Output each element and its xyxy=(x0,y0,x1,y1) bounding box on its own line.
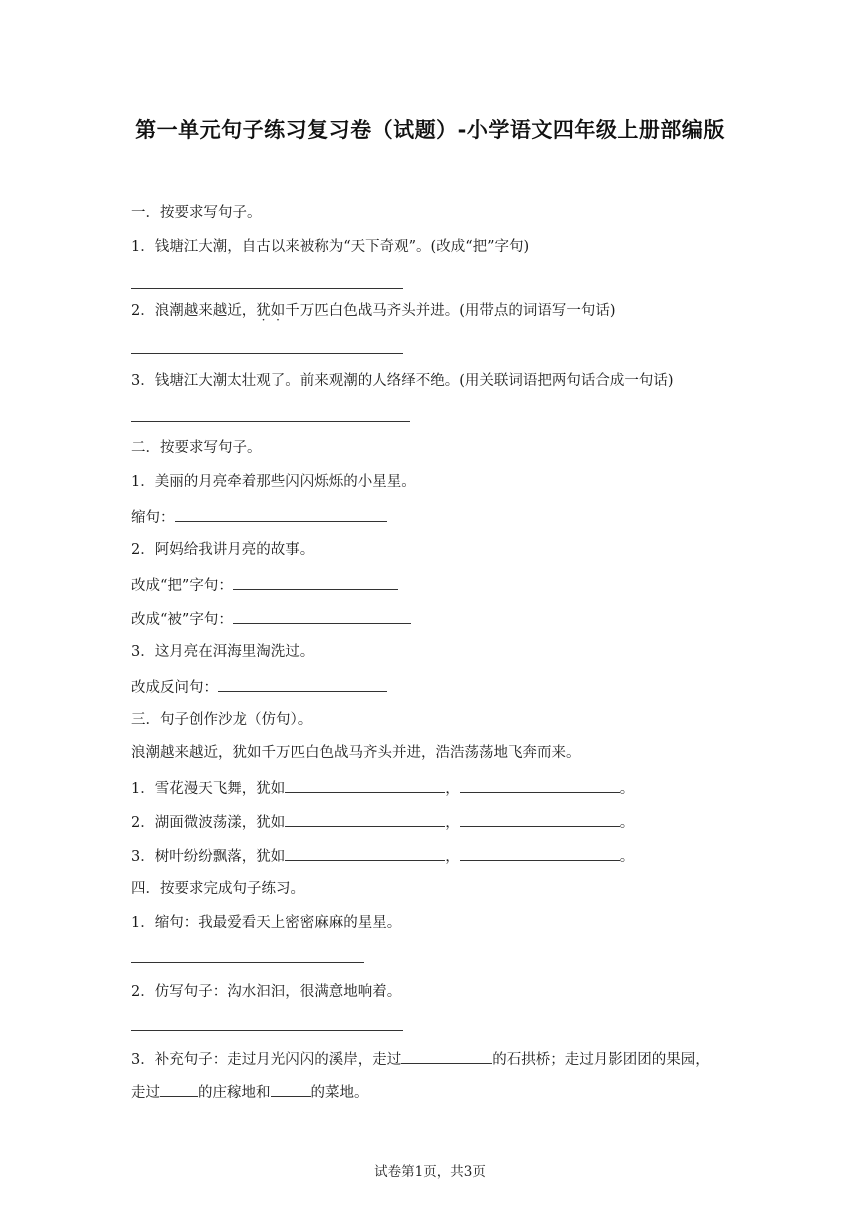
answer-blank[interactable] xyxy=(233,608,411,624)
answer-line[interactable] xyxy=(131,288,403,289)
field-label: 改成“把”字句： xyxy=(131,578,233,594)
dotted-character: 如 xyxy=(270,303,286,319)
bei-sentence-row xyxy=(131,608,411,630)
answer-blank[interactable] xyxy=(460,845,620,861)
section-1-question-2 xyxy=(131,301,616,321)
answer-blank[interactable] xyxy=(271,1081,311,1097)
section-2-heading: 二．按要求写句子。 xyxy=(131,440,262,456)
answer-line[interactable] xyxy=(131,962,364,963)
question-text: 的庄稼地和 xyxy=(198,1085,271,1101)
section-3-heading: 三．句子创作沙龙（仿句）。 xyxy=(131,712,313,728)
section-1-question-3: 3．钱塘江大潮太壮观了。前来观潮的人络绎不绝。(用关联词语把两句话合成一句话) xyxy=(131,373,674,389)
section-4-question-2: 2．仿写句子：沟水汩汩，很满意地响着。 xyxy=(131,984,402,1000)
answer-blank[interactable] xyxy=(401,1048,492,1064)
item-text: 1．雪花漫天飞舞，犹如 xyxy=(131,781,286,797)
item-text: 3．树叶纷纷飘落，犹如 xyxy=(131,849,286,865)
section-1-heading: 一．按要求写句子。 xyxy=(131,205,262,221)
page-footer: 试卷第1页，共3页 xyxy=(374,1164,486,1180)
question-text: 2．浪潮越来越近， xyxy=(131,303,257,319)
period: 。 xyxy=(619,849,635,865)
dotted-character: 犹 xyxy=(256,303,271,319)
section-2-question-1: 1．美丽的月亮牵着那些闪闪烁烁的小星星。 xyxy=(131,474,416,490)
section-2-question-3: 3．这月亮在洱海里淘洗过。 xyxy=(131,644,315,660)
answer-blank[interactable] xyxy=(285,777,445,793)
question-text: 的石拱桥；走过月影团团的果园， xyxy=(492,1052,710,1068)
section-1-question-1: 1．钱塘江大潮，自古以来被称为“天下奇观”。(改成“把”字句) xyxy=(131,239,530,255)
field-label: 缩句： xyxy=(131,510,175,526)
section-4-question-3 xyxy=(131,1048,710,1070)
section-4-question-3-continued xyxy=(131,1081,369,1103)
question-text: 3．补充句子：走过月光闪闪的溪岸，走过 xyxy=(131,1052,402,1068)
field-label: 改成反问句： xyxy=(131,680,218,696)
imitation-item-2 xyxy=(131,811,634,833)
question-text: 千万匹白色战马齐头并进。(用带点的词语写一句话) xyxy=(285,303,616,319)
section-2-question-2: 2．阿妈给我讲月亮的故事。 xyxy=(131,542,315,558)
section-4-question-1: 1．缩句：我最爱看天上密密麻麻的星星。 xyxy=(131,915,402,931)
rhetorical-question-row xyxy=(131,676,387,698)
answer-line[interactable] xyxy=(131,1030,403,1031)
answer-line[interactable] xyxy=(131,353,403,354)
field-label: 改成“被”字句： xyxy=(131,612,233,628)
answer-blank[interactable] xyxy=(175,506,387,522)
answer-blank[interactable] xyxy=(285,845,445,861)
example-sentence: 浪潮越来越近，犹如千万匹白色战马齐头并进，浩浩荡荡地飞奔而来。 xyxy=(131,745,581,761)
answer-blank[interactable] xyxy=(233,574,398,590)
period: 。 xyxy=(619,815,635,831)
page-title: 第一单元句子练习复习卷（试题）-小学语文四年级上册部编版 xyxy=(135,118,725,142)
comma: ， xyxy=(445,781,460,797)
imitation-item-3 xyxy=(131,845,634,867)
period: 。 xyxy=(619,781,635,797)
answer-line[interactable] xyxy=(131,421,410,422)
answer-blank[interactable] xyxy=(460,777,620,793)
imitation-item-1 xyxy=(131,777,634,799)
shorten-sentence-row xyxy=(131,506,387,528)
answer-blank[interactable] xyxy=(460,811,620,827)
answer-blank[interactable] xyxy=(160,1081,198,1097)
question-text: 走过 xyxy=(131,1085,160,1101)
question-text: 的菜地。 xyxy=(310,1085,369,1101)
ba-sentence-row xyxy=(131,574,398,596)
comma: ， xyxy=(445,849,460,865)
comma: ， xyxy=(445,815,460,831)
section-4-heading: 四．按要求完成句子练习。 xyxy=(131,881,305,897)
item-text: 2．湖面微波荡漾，犹如 xyxy=(131,815,286,831)
answer-blank[interactable] xyxy=(218,676,387,692)
answer-blank[interactable] xyxy=(285,811,445,827)
